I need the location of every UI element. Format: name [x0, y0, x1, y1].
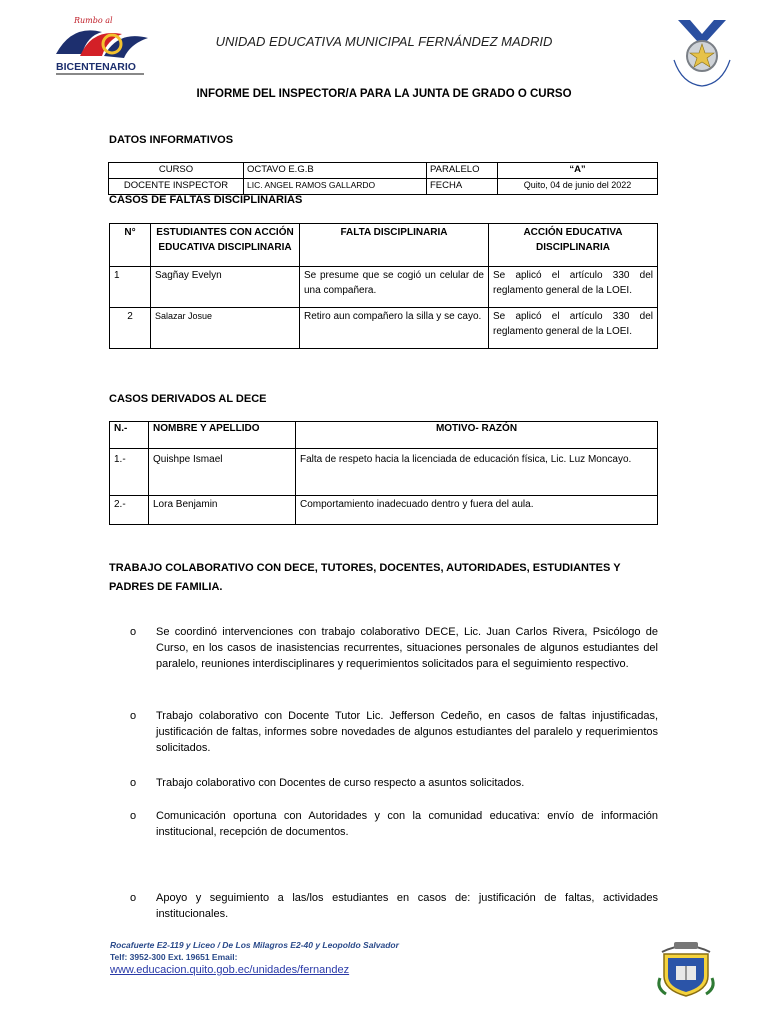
list-item: o Apoyo y seguimiento a las/los estudiantes en casos de: justificación de faltas, actividades institucionales.	[130, 892, 658, 920]
dece-header-row	[110, 422, 658, 449]
row-number: 1.-	[110, 449, 149, 496]
col-falta: FALTA DISCIPLINARIA	[300, 224, 489, 267]
docente-value: LIC. ANGEL RAMOS GALLARDO	[244, 179, 427, 195]
docente-label: DOCENTE INSPECTOR	[109, 179, 244, 195]
bullet-icon: o	[130, 777, 137, 789]
list-item: o Trabajo colaborativo con Docentes de curso respecto a asuntos solicitados.	[130, 777, 525, 789]
motivo-text: Falta de respeto hacia la licenciada de educación física, Lic. Luz Moncayo.	[296, 449, 658, 496]
medal-logo	[660, 18, 744, 90]
report-title: INFORME DEL INSPECTOR/A PARA LA JUNTA DE GRADO O CURSO	[196, 88, 572, 100]
fecha-label: FECHA	[427, 179, 498, 195]
list-item: o Trabajo colaborativo con Docente Tutor Lic. Jefferson Cedeño, en casos de faltas injustificadas, justificación de faltas, informes sobre novedades de algunos estudiantes del paralelo y requerimientos solicitados.	[130, 710, 658, 754]
accion-text: Se aplicó el artículo 330 del reglamento general de la LOEI.	[489, 308, 658, 349]
col-estudiantes: ESTUDIANTES CON ACCIÓN EDUCATIVA DISCIPLINARIA	[151, 224, 300, 267]
svg-text:Rumbo al: Rumbo al	[74, 16, 113, 25]
bullet-icon: o	[130, 892, 137, 904]
datos-table	[108, 162, 658, 195]
faltas-heading: CASOS DE FALTAS DISCIPLINARIAS	[109, 194, 303, 206]
paralelo-value: “A”	[498, 163, 658, 179]
footer-address: Rocafuerte E2-119 y Liceo / De Los Milagros E2-40 y Leopoldo Salvador	[110, 940, 399, 950]
datos-row-2	[109, 179, 658, 195]
svg-text:BICENTENARIO: BICENTENARIO	[56, 61, 136, 73]
col-accion: ACCIÓN EDUCATIVA DISCIPLINARIA	[489, 224, 658, 267]
faltas-header-row	[110, 224, 658, 267]
footer-phone: Telf: 3952-300 Ext. 19651 Email:	[110, 952, 238, 962]
collab-heading: TRABAJO COLABORATIVO CON DECE, TUTORES, DOCENTES, AUTORIDADES, ESTUDIANTES Y PADRES DE FAMILIA.	[109, 562, 621, 593]
table-row	[110, 308, 658, 349]
table-row	[110, 449, 658, 496]
table-row	[110, 267, 658, 308]
student-name: Sagñay Evelyn	[151, 267, 300, 308]
row-number: 2	[110, 308, 151, 349]
col-motivo: MOTIVO- RAZÓN	[296, 422, 658, 449]
curso-value: OCTAVO E.G.B	[244, 163, 427, 179]
curso-label: CURSO	[109, 163, 244, 179]
dece-heading: CASOS DERIVADOS AL DECE	[109, 393, 267, 405]
col-n: N.-	[110, 422, 149, 449]
student-name: Lora Benjamin	[149, 496, 296, 525]
school-name: UNIDAD EDUCATIVA MUNICIPAL FERNÁNDEZ MADRID	[215, 34, 553, 49]
list-item: o Comunicación oportuna con Autoridades y con la comunidad educativa: envío de información institucional, recepción de documentos.	[130, 810, 658, 838]
table-row	[110, 496, 658, 525]
dece-table	[109, 421, 658, 525]
bullet-icon: o	[130, 810, 137, 822]
datos-heading: DATOS INFORMATIVOS	[109, 134, 234, 146]
falta-text: Se presume que se cogió un celular de una compañera.	[300, 267, 489, 308]
student-name: Salazar Josue	[151, 308, 300, 349]
bullet-icon: o	[130, 626, 137, 638]
footer-website-link[interactable]: www.educacion.quito.gob.ec/unidades/fernandez	[110, 964, 350, 976]
bullet-icon: o	[130, 710, 137, 722]
row-number: 2.-	[110, 496, 149, 525]
col-nombre: NOMBRE Y APELLIDO	[149, 422, 296, 449]
col-n: N°	[110, 224, 151, 267]
falta-text: Retiro aun compañero la silla y se cayo.	[300, 308, 489, 349]
list-item: o Se coordinó intervenciones con trabajo colaborativo DECE, Lic. Juan Carlos Rivera, Psicólogo de Curso, en los casos de inasistencias recurrentes, situaciones personales de algunos estudiantes del paralelo, reuniones interdisciplinares y requerimientos solicitados para el seguimiento respectivo.	[130, 626, 658, 670]
accion-text: Se aplicó el artículo 330 del reglamento general de la LOEI.	[489, 267, 658, 308]
faltas-table	[109, 223, 658, 349]
motivo-text: Comportamiento inadecuado dentro y fuera del aula.	[296, 496, 658, 525]
datos-row-1	[109, 163, 658, 179]
fecha-value: Quito, 04 de junio del 2022	[498, 179, 658, 195]
row-number: 1	[110, 267, 151, 308]
paralelo-label: PARALELO	[427, 163, 498, 179]
student-name: Quishpe Ismael	[149, 449, 296, 496]
school-crest-logo	[654, 938, 718, 998]
